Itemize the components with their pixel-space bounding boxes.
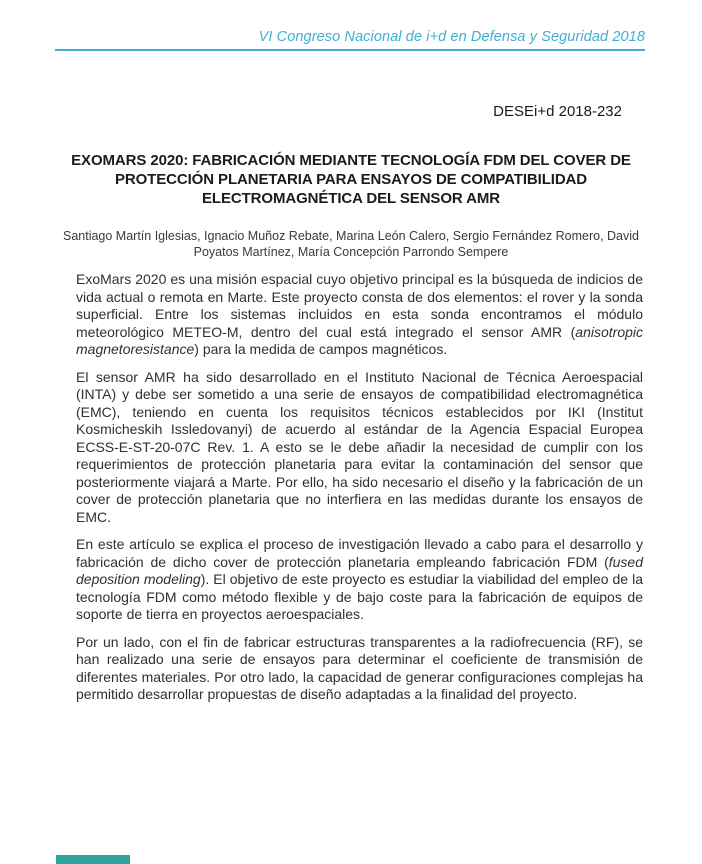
abstract-body xyxy=(76,271,643,714)
footer-teal-mark xyxy=(56,855,130,864)
paragraph-3: En este artículo se explica el proceso de investigación llevado a cabo para el desarrollo y fabricación de dicho cover de protección planetaria empleando fabricación FDM (fused deposition modeling). El objetivo de este proyecto es estudiar la viabilidad del empleo de la tecnología FDM como método flexible y de bajo coste para la fabricación de equipos de soporte de tierra en proyectos aeroespaciales. xyxy=(76,536,644,622)
conference-header: VI Congreso Nacional de i+d en Defensa y Seguridad 2018 xyxy=(258,29,645,45)
authors-line: Santiago Martín Iglesias, Ignacio Muñoz Rebate, Marina León Calero, Sergio Fernández Romero, David Poyatos Martínez, María Concepción Parrondo Sempere xyxy=(62,229,639,259)
paragraph-2: El sensor AMR ha sido desarrollado en el Instituto Nacional de Técnica Aeroespacial (INTA) y debe ser sometido a una serie de ensayos de compatibilidad electromagnética (EMC), teniendo en cuenta los requisitos técnicos establecidos por IKI (Institut Kosmicheskih Issledovanyi) de acuerdo al estándar de la Agencia Espacial Europea ECSS-E-ST-20-07C Rev. 1. A esto se le debe añadir la necesidad de cumplir con los requerimientos de protección planetaria para evitar la contaminación del sensor que posteriormente viajará a Marte. Por ello, ha sido necesario el diseño y la fabricación de un cover de protección planetaria que no interfiera en las medidas durante los ensayos de EMC. xyxy=(76,368,643,525)
paragraph-1: ExoMars 2020 es una misión espacial cuyo objetivo principal es la búsqueda de indicios de vida actual o remota en Marte. Este proyecto consta de dos elementos: el rover y la sonda superficial. Entre los sistemas incluidos en esta sonda encontramos el módulo meteorológico METEO-M, dentro del cual está integrado el sensor AMR (anisotropic magnetoresistance) para la medida de campos magnéticos. xyxy=(76,271,643,357)
paragraph-4: Por un lado, con el fin de fabricar estructuras transparentes a la radiofrecuencia (RF), se han realizado una serie de ensayos para determinar el coeficiente de transmisión de diferentes materiales. Por otro lado, la capacidad de generar configuraciones complejas ha permitido desarrollar propuestas de diseño adaptadas a la finalidad del proyecto. xyxy=(76,633,643,702)
paper-id: DESEi+d 2018-232 xyxy=(493,103,622,120)
paper-title xyxy=(56,151,646,208)
paper-title-text: EXOMARS 2020: FABRICACIÓN MEDIANTE TECNOLOGÍA FDM DEL COVER DE PROTECCIÓN PLANETARIA PARA ENSAYOS DE COMPATIBILIDAD ELECTROMAGNÉTICA DEL SENSOR AMR xyxy=(71,152,631,207)
header-rule xyxy=(55,49,645,51)
